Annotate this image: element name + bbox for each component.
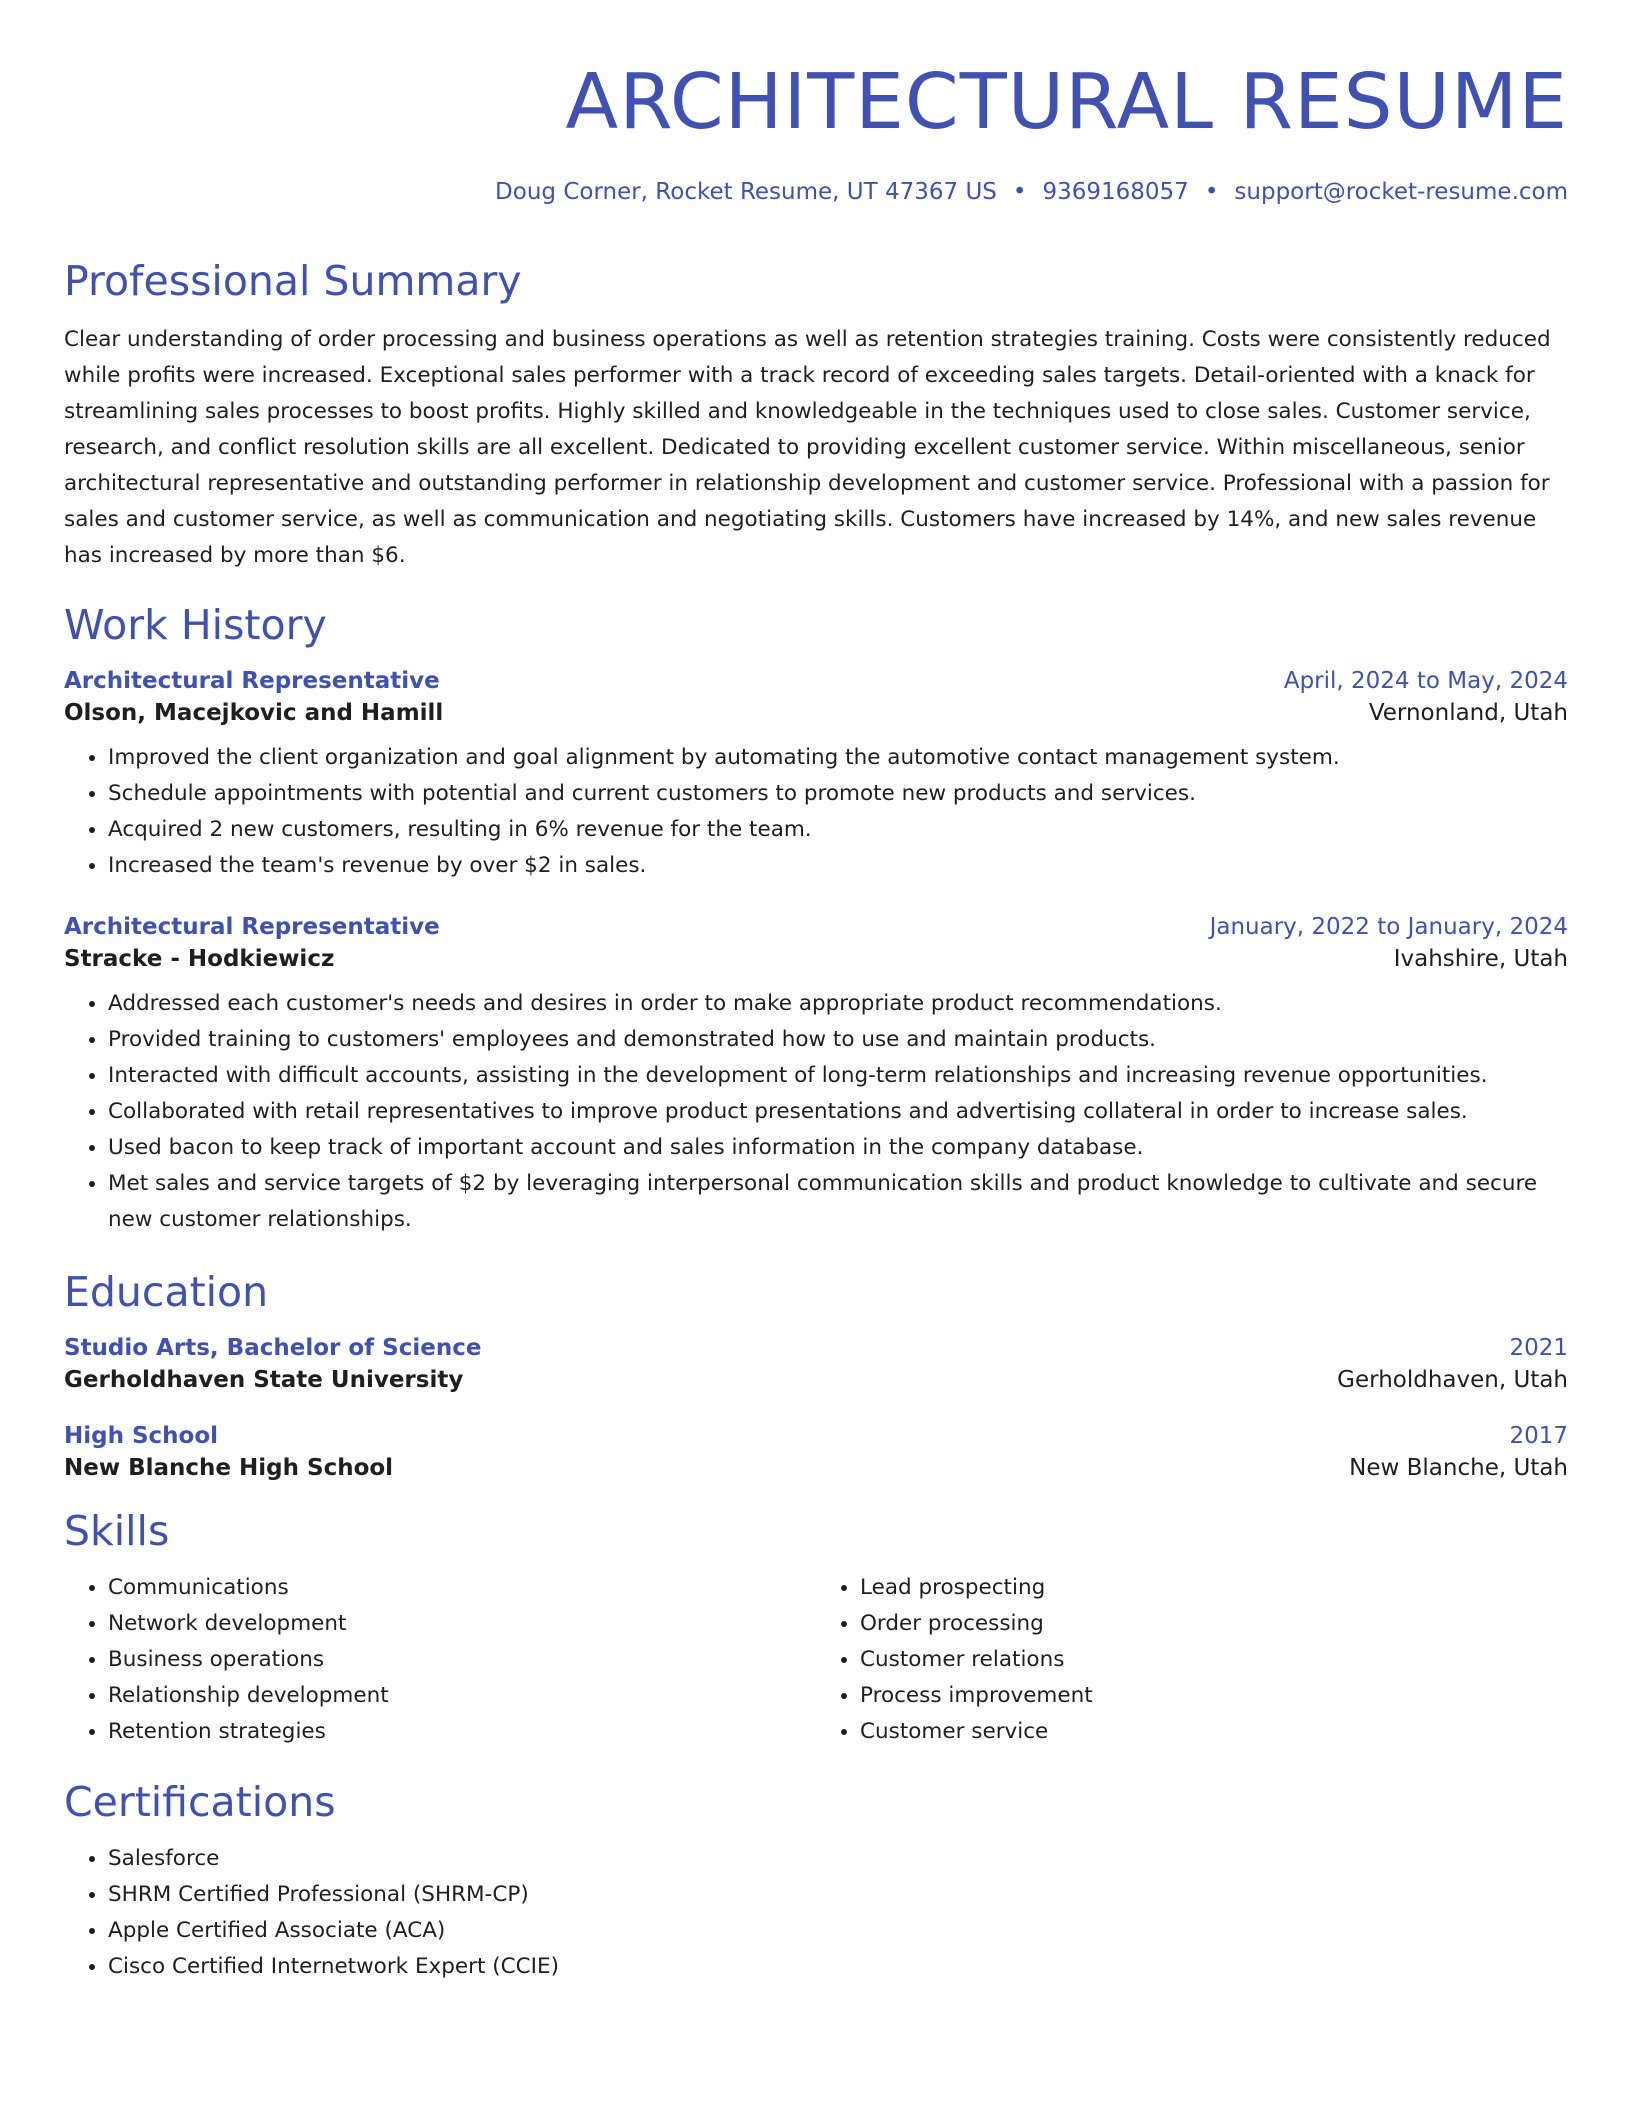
education-school-row bbox=[64, 1455, 1568, 1481]
job-header-row bbox=[64, 914, 1568, 940]
job-title: Architectural Representative bbox=[64, 668, 440, 694]
skills-grid bbox=[64, 1570, 1568, 1750]
education-school-row bbox=[64, 1367, 1568, 1393]
skill-item: • Customer service bbox=[860, 1714, 1568, 1750]
education-school: Gerholdhaven State University bbox=[64, 1367, 464, 1393]
job-bullet: • Schedule appointments with potential and current customers to promote new products and services. bbox=[108, 776, 1568, 812]
skills-heading: Skills bbox=[64, 1507, 170, 1555]
education-location: Gerholdhaven, Utah bbox=[1337, 1367, 1568, 1393]
job-bullets bbox=[64, 986, 1568, 1238]
education-year: 2021 bbox=[1509, 1335, 1568, 1361]
education-entry bbox=[64, 1335, 1568, 1393]
job-location: Ivahshire, Utah bbox=[1393, 946, 1568, 972]
job-location: Vernonland, Utah bbox=[1368, 700, 1568, 726]
contact-separator: • bbox=[1012, 179, 1027, 205]
job-entry bbox=[64, 914, 1568, 1238]
skill-item: • Business operations bbox=[108, 1642, 816, 1678]
resume-title: ARCHITECTURAL RESUME bbox=[565, 58, 1568, 147]
job-title: Architectural Representative bbox=[64, 914, 440, 940]
job-bullet: • Met sales and service targets of $2 by leveraging interpersonal communication skills and product knowledge to cultivate and secure new customer relationships. bbox=[108, 1166, 1568, 1238]
education-header-row bbox=[64, 1335, 1568, 1361]
job-bullet: • Provided training to customers' employees and demonstrated how to use and maintain products. bbox=[108, 1022, 1568, 1058]
skill-item: • Order processing bbox=[860, 1606, 1568, 1642]
certification-item: • Apple Certified Associate (ACA) bbox=[108, 1913, 1568, 1949]
contact-line bbox=[64, 179, 1568, 205]
skill-item: • Network development bbox=[108, 1606, 816, 1642]
job-company: Olson, Macejkovic and Hamill bbox=[64, 700, 444, 726]
education-year: 2017 bbox=[1509, 1423, 1568, 1449]
skills-list-left bbox=[64, 1570, 816, 1750]
education-entry bbox=[64, 1423, 1568, 1481]
skill-item: • Lead prospecting bbox=[860, 1570, 1568, 1606]
education-header-row bbox=[64, 1423, 1568, 1449]
certification-item: • Salesforce bbox=[108, 1841, 1568, 1877]
job-bullet: • Addressed each customer's needs and desires in order to make appropriate product recommendations. bbox=[108, 986, 1568, 1022]
skills-list-right bbox=[816, 1570, 1568, 1750]
job-bullet: • Increased the team's revenue by over $2 in sales. bbox=[108, 848, 1568, 884]
job-bullet: • Interacted with difficult accounts, assisting in the development of long-term relationships and increasing revenue opportunities. bbox=[108, 1058, 1568, 1094]
job-bullets bbox=[64, 740, 1568, 884]
contact-separator: • bbox=[1204, 179, 1219, 205]
job-bullet: • Collaborated with retail representatives to improve product presentations and advertising collateral in order to increase sales. bbox=[108, 1094, 1568, 1130]
work-history-heading: Work History bbox=[64, 601, 327, 649]
contact-address: Doug Corner, Rocket Resume, UT 47367 US bbox=[495, 179, 997, 205]
job-company-row bbox=[64, 946, 1568, 972]
education-degree: Studio Arts, Bachelor of Science bbox=[64, 1335, 482, 1361]
summary-text: Clear understanding of order processing and business operations as well as retention strategies training. Costs were consistently reduced while profits were increased. Exceptional sales performer with a track record of exceeding sales targets. Detail-oriented with a knack for streamlining sales processes to boost profits. Highly skilled and knowledgeable in the techniques used to close sales. Customer service, research, and conflict resolution skills are all excellent. Dedicated to providing excellent customer service. Within miscellaneous, senior architectural representative and outstanding performer in relationship development and customer service. Professional with a passion for sales and customer service, as well as communication and negotiating skills. Customers have increased by 14%, and new sales revenue has increased by more than $6. bbox=[64, 327, 1551, 568]
skill-item: • Retention strategies bbox=[108, 1714, 816, 1750]
job-company: Stracke - Hodkiewicz bbox=[64, 946, 335, 972]
certification-item: • Cisco Certified Internetwork Expert (CCIE) bbox=[108, 1949, 1568, 1985]
job-dates: January, 2022 to January, 2024 bbox=[1209, 914, 1568, 940]
skill-item: • Relationship development bbox=[108, 1678, 816, 1714]
education-degree: High School bbox=[64, 1423, 219, 1449]
job-bullet: • Acquired 2 new customers, resulting in 6% revenue for the team. bbox=[108, 812, 1568, 848]
contact-phone[interactable]: 9369168057 bbox=[1042, 179, 1189, 205]
contact-email[interactable]: support@rocket-resume.com bbox=[1234, 179, 1568, 205]
skill-item: • Customer relations bbox=[860, 1642, 1568, 1678]
education-school: New Blanche High School bbox=[64, 1455, 394, 1481]
certifications-list bbox=[64, 1841, 1568, 1985]
job-entry bbox=[64, 668, 1568, 884]
skill-item: • Communications bbox=[108, 1570, 816, 1606]
job-header-row bbox=[64, 668, 1568, 694]
certification-item: • SHRM Certified Professional (SHRM-CP) bbox=[108, 1877, 1568, 1913]
job-bullet: • Used bacon to keep track of important account and sales information in the company database. bbox=[108, 1130, 1568, 1166]
education-heading: Education bbox=[64, 1268, 269, 1316]
job-company-row bbox=[64, 700, 1568, 726]
skill-item: • Process improvement bbox=[860, 1678, 1568, 1714]
certifications-heading: Certifications bbox=[64, 1778, 336, 1826]
job-bullet: • Improved the client organization and goal alignment by automating the automotive contact management system. bbox=[108, 740, 1568, 776]
education-location: New Blanche, Utah bbox=[1349, 1455, 1568, 1481]
job-dates: April, 2024 to May, 2024 bbox=[1283, 668, 1568, 694]
summary-heading: Professional Summary bbox=[64, 257, 522, 305]
